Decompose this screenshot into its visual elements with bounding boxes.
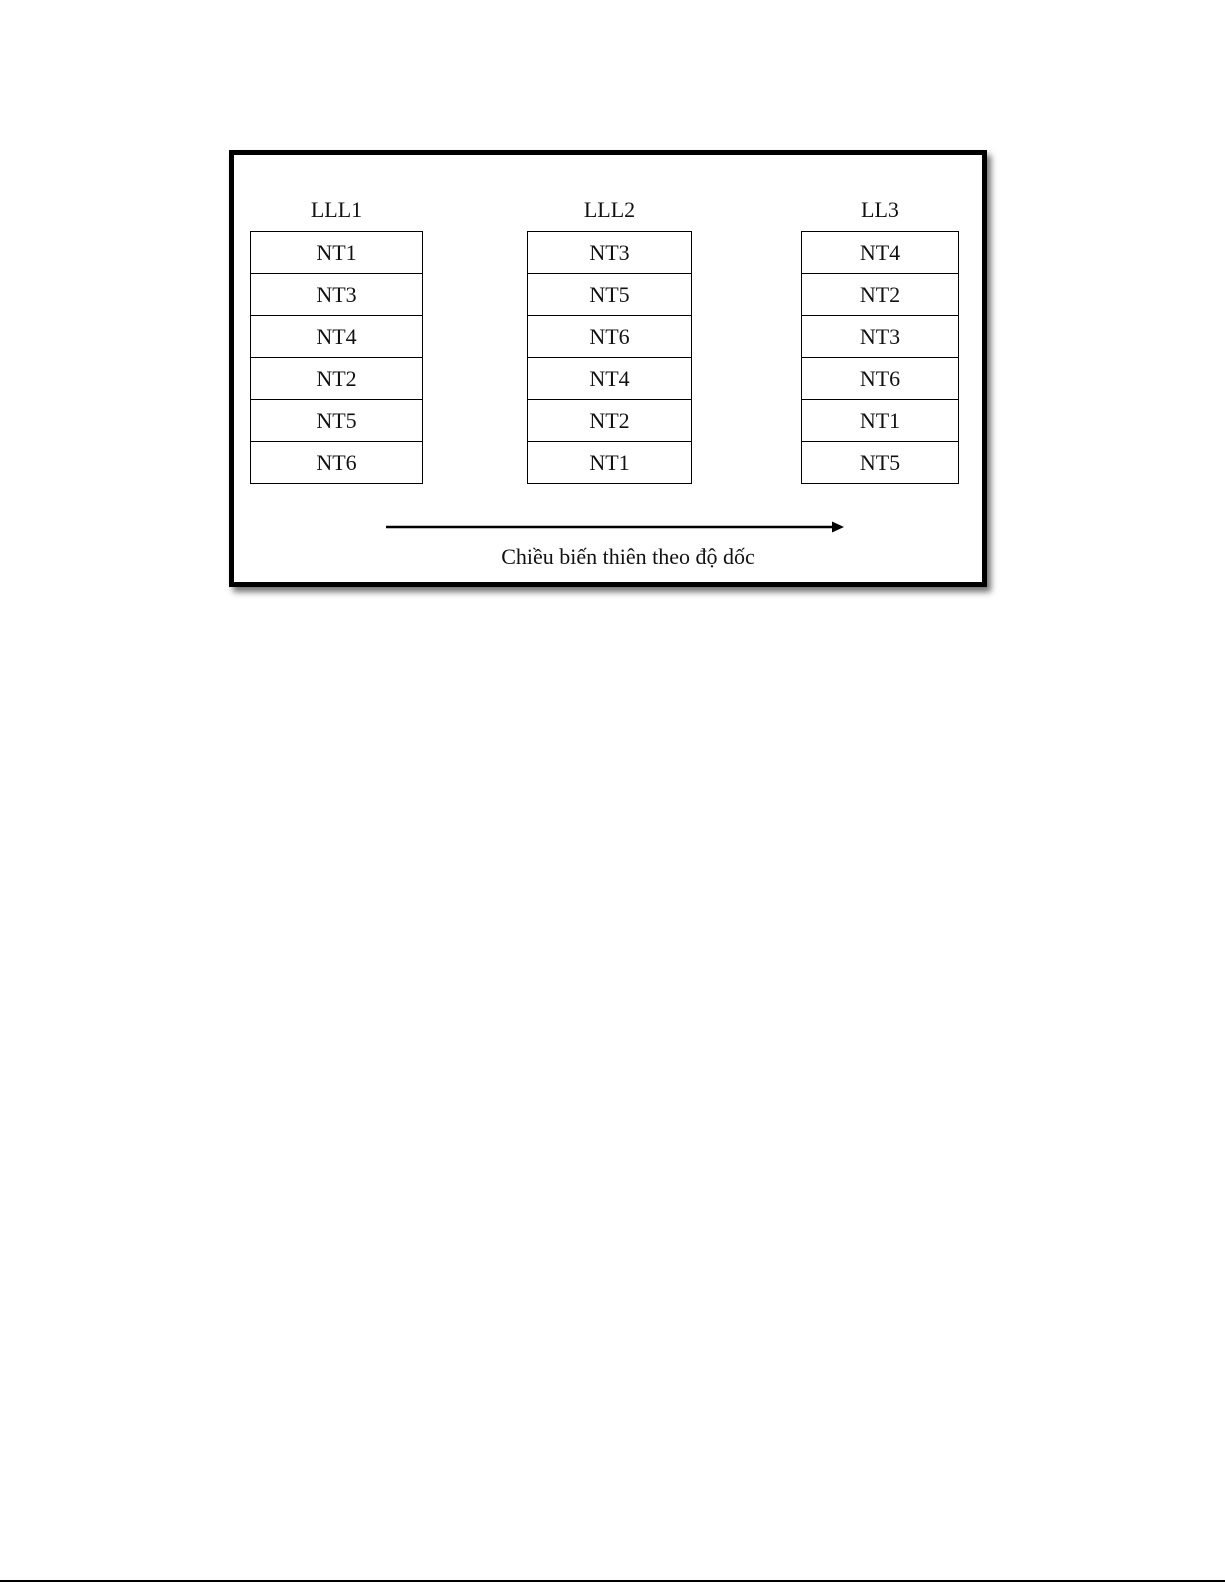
stack-cell: NT3 bbox=[251, 274, 422, 316]
stack-cell: NT6 bbox=[528, 316, 691, 358]
stack-cell: NT5 bbox=[528, 274, 691, 316]
stack-cell: NT4 bbox=[251, 316, 422, 358]
stack-cell: NT4 bbox=[802, 232, 958, 274]
arrow-right-icon bbox=[386, 520, 846, 534]
column-title: LL3 bbox=[861, 197, 899, 222]
stack-cell: NT1 bbox=[251, 232, 422, 274]
stack-cell: NT5 bbox=[251, 400, 422, 442]
stack-cell: NT2 bbox=[251, 358, 422, 400]
column-title: LLL1 bbox=[310, 197, 363, 222]
stack-cell: NT2 bbox=[802, 274, 958, 316]
stack-cell: NT1 bbox=[802, 400, 958, 442]
cell-stack bbox=[527, 231, 692, 484]
stack-cell: NT6 bbox=[316, 450, 357, 475]
arrow-caption: Chiều biến thiên theo độ dốc bbox=[501, 544, 755, 569]
page-bottom-divider bbox=[0, 1580, 1225, 1582]
stack-cell: NT6 bbox=[802, 358, 958, 400]
column-title: LLL2 bbox=[583, 197, 636, 222]
stack-cell: NT1 bbox=[589, 450, 630, 475]
diagram-frame bbox=[229, 150, 987, 587]
cell-stack bbox=[250, 231, 423, 484]
stack-cell: NT4 bbox=[528, 358, 691, 400]
stack-cell: NT3 bbox=[802, 316, 958, 358]
cell-stack bbox=[801, 231, 959, 484]
stack-cell: NT3 bbox=[528, 232, 691, 274]
stack-cell: NT5 bbox=[859, 450, 901, 475]
stack-cell: NT2 bbox=[528, 400, 691, 442]
